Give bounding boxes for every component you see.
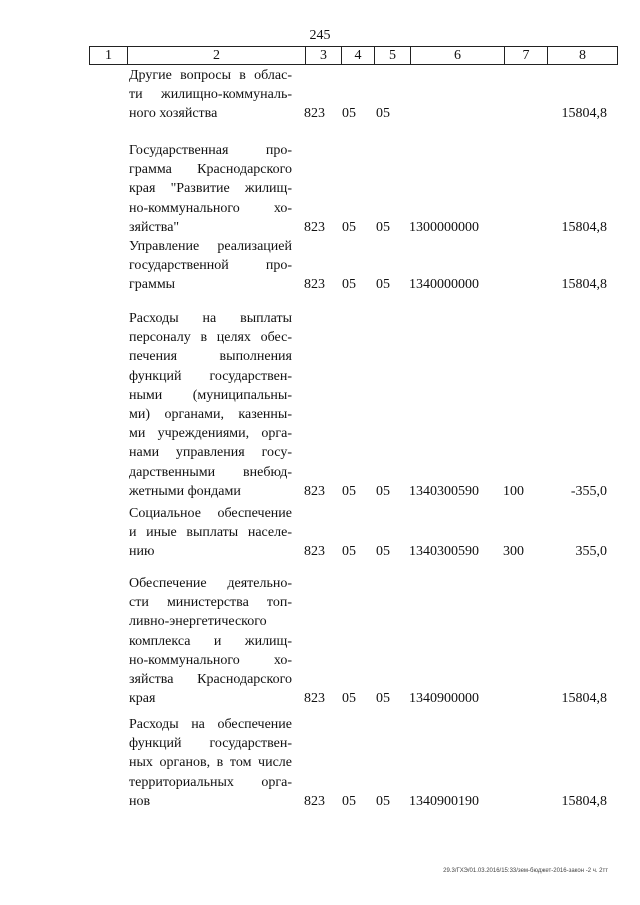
row-c7-value: 300 [503,544,524,560]
row-c8-value: 15804,8 [561,691,607,707]
row-c4-value: 05 [342,691,356,707]
description-line: функций государствен- [129,368,292,384]
description-line: нами управления госу- [129,445,292,461]
row-c5-value: 05 [376,544,390,560]
column-header-2: 2 [128,47,306,65]
description-line: жетными фондами [129,483,241,499]
column-header-7: 7 [505,47,548,65]
column-header-8: 8 [548,47,618,65]
row-description [129,309,292,501]
description-line: Управление реализацией [129,239,292,254]
row-c3-value: 823 [304,544,325,560]
row-c6-value: 1340000000 [409,277,479,293]
row-c5-value: 05 [376,793,390,809]
description-line: ми учреждениями, орга- [129,426,292,442]
description-line: ных органов, в том числе [129,755,292,771]
row-c4-value: 05 [342,277,356,293]
row-c4-value: 05 [342,483,356,499]
row-c6-value: 1340900190 [409,793,479,809]
row-c3-value: 823 [304,106,325,122]
description-line: государственной про- [129,258,292,274]
column-header-table [89,46,618,65]
description-line: функций государствен- [129,736,292,752]
row-c3-value: 823 [304,219,325,235]
column-header-1: 1 [90,47,128,65]
row-c8-value: -355,0 [570,483,607,499]
description-line: Обеспечение деятельно- [129,576,292,591]
row-c4-value: 05 [342,793,356,809]
column-header-3: 3 [306,47,342,65]
row-c5-value: 05 [376,106,390,122]
row-c8-value: 15804,8 [561,277,607,293]
description-line: печения выполнения [129,349,292,365]
description-line: сти министерства топ- [129,595,292,611]
row-c7-value: 100 [503,483,524,499]
footer-stamp: 29.3/ГХЭ/01.03.2016/15:33/зем-бюджет-2016-закон -2 ч. 2тт [443,868,608,874]
row-c3-value: 823 [304,793,325,809]
page-number: 245 [309,28,331,43]
description-line: ти жилищно-коммуналь- [129,87,292,103]
row-c4-value: 05 [342,106,356,122]
row-c6-value: 1300000000 [409,219,479,235]
description-line: Государственная про- [129,143,292,158]
column-header-5: 5 [375,47,411,65]
row-c4-value: 05 [342,544,356,560]
row-c6-value: 1340300590 [409,544,479,560]
row-c6-value: 1340300590 [409,483,479,499]
description-line: Расходы на обеспечение [129,717,292,732]
row-c8-value: 355,0 [575,544,607,560]
description-line: зяйства" [129,219,180,235]
description-line: ми) органами, казенны- [129,407,292,423]
description-line: комплекса и жилищ- [129,633,292,649]
row-c8-value: 15804,8 [561,793,607,809]
row-c3-value: 823 [304,691,325,707]
row-c5-value: 05 [376,277,390,293]
column-header-6: 6 [411,47,505,65]
row-c3-value: 823 [304,483,325,499]
row-c5-value: 05 [376,483,390,499]
column-header-4: 4 [342,47,375,65]
row-c8-value: 15804,8 [561,219,607,235]
description-line: края [129,691,156,707]
description-line: ливно-энергетического [129,614,267,630]
row-c8-value: 15804,8 [561,106,607,122]
description-line: и иные выплаты населе- [129,525,292,541]
row-c4-value: 05 [342,219,356,235]
description-line: зяйства Краснодарского [129,672,292,688]
description-line: Другие вопросы в облас- [129,68,292,83]
description-line: но-коммунального хо- [129,200,292,216]
description-line: нов [129,793,151,809]
description-line: ными (муниципальны- [129,387,292,403]
row-description [129,237,292,295]
description-line: нию [129,544,155,560]
row-description [129,574,292,708]
description-line: Социальное обеспечение [129,506,292,521]
row-c5-value: 05 [376,691,390,707]
description-line: персоналу в целях обес- [129,330,292,346]
description-line: ного хозяйства [129,106,218,122]
description-line: территориальных орга- [129,774,292,790]
row-c6-value: 1340900000 [409,691,479,707]
row-description [129,504,292,562]
description-line: но-коммунального хо- [129,652,292,668]
row-description [129,141,292,237]
row-description [129,66,292,124]
description-line: граммы [129,277,176,293]
description-line: Расходы на выплаты [129,311,292,326]
description-line: грамма Краснодарского [129,162,292,178]
description-line: края "Развитие жилищ- [129,181,292,197]
row-c5-value: 05 [376,219,390,235]
description-line: дарственными внебюд- [129,464,292,480]
row-description [129,715,292,811]
row-c3-value: 823 [304,277,325,293]
